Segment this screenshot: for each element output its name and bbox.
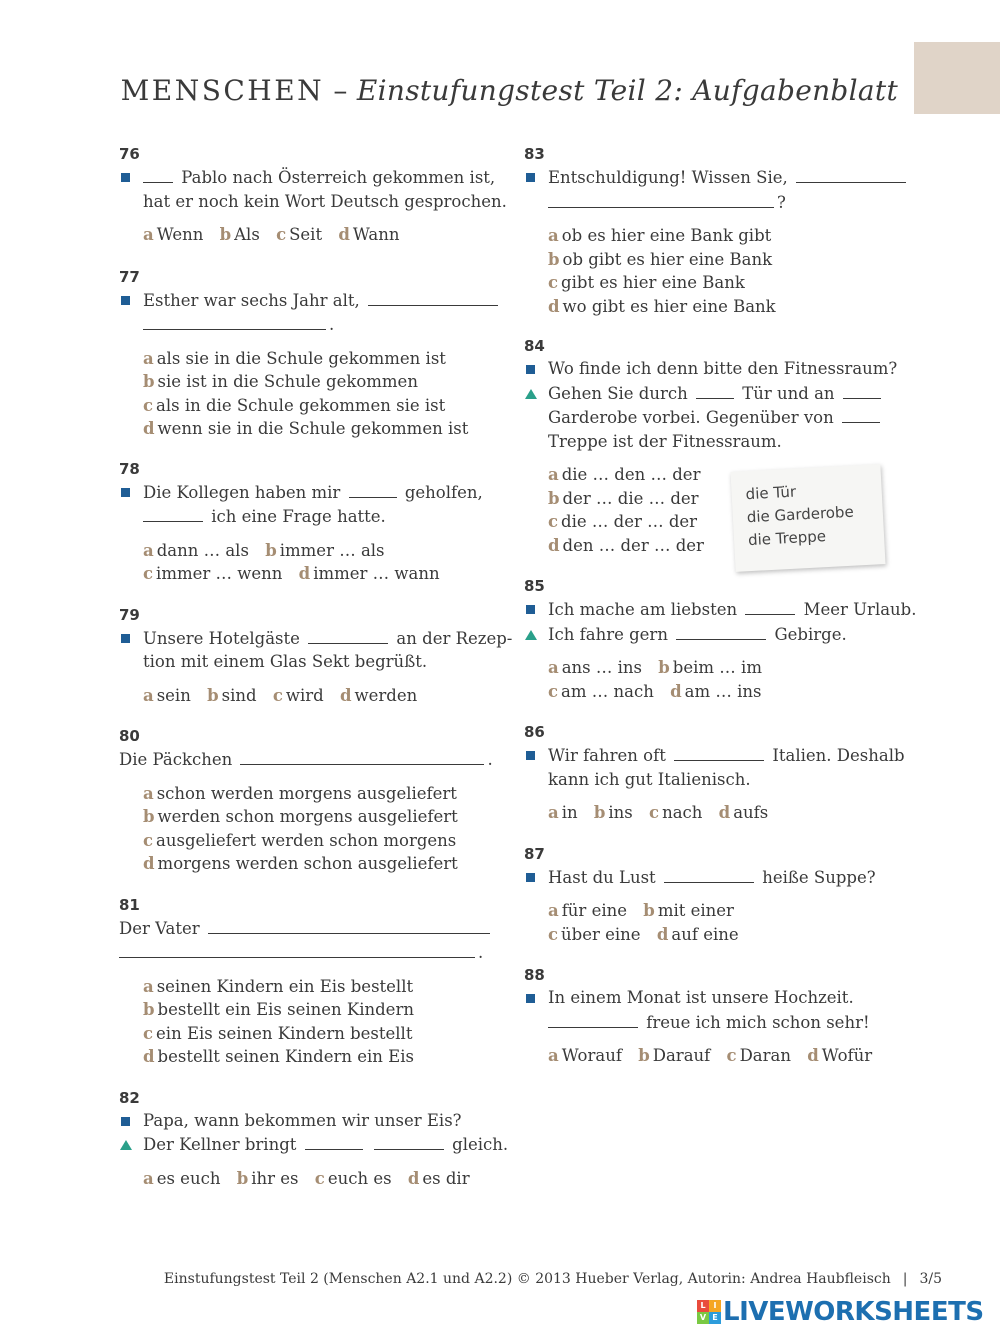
task-76: [119, 143, 507, 247]
option-letter: d: [143, 854, 155, 873]
option-letter: b: [219, 225, 232, 244]
option-a[interactable]: als sie in die Schule gekommen ist: [156, 348, 446, 368]
square-bullet-icon: [121, 634, 130, 643]
option-letter: d: [407, 1168, 420, 1188]
triangle-bullet-icon: [525, 630, 537, 640]
footer: [164, 1271, 942, 1287]
option-c[interactable]: die … der … der: [561, 512, 698, 531]
square-bullet-icon: [121, 173, 130, 182]
option-c[interactable]: am … nach: [561, 681, 654, 701]
punctuation: .: [329, 315, 335, 334]
page-number: 3/5: [919, 1271, 942, 1287]
task-text: an der Rezep-: [396, 628, 513, 648]
answer-blank[interactable]: [305, 1132, 363, 1150]
answer-blank[interactable]: [143, 312, 326, 330]
task-line: [119, 1109, 504, 1133]
task-number: 78: [119, 459, 140, 478]
option-letter: c: [649, 803, 660, 822]
option-a[interactable]: Worauf: [561, 1046, 622, 1065]
note-line: die Tür: [745, 482, 797, 504]
option-letter: a: [548, 226, 559, 245]
option-row: [524, 248, 909, 272]
task-text: Entschuldigung! Wissen Sie,: [548, 168, 788, 187]
task-line: [524, 430, 909, 454]
task-number: 86: [524, 723, 545, 741]
option-d[interactable]: aufs: [733, 803, 769, 822]
option-row: [119, 347, 504, 371]
answer-blank[interactable]: [349, 480, 397, 498]
liveworksheets-logo[interactable]: [697, 1297, 984, 1327]
option-row: [119, 394, 504, 418]
option-row: [119, 1167, 504, 1191]
option-row: [524, 1044, 909, 1068]
option-row: [119, 1022, 504, 1046]
option-a[interactable]: in: [561, 803, 578, 822]
task-81: [119, 894, 504, 1069]
footer-separator: |: [902, 1271, 908, 1287]
option-a[interactable]: schon werden morgens ausgeliefert: [156, 783, 457, 803]
task-text: Italien. Deshalb: [772, 746, 905, 765]
task-line: [119, 1132, 509, 1157]
option-b[interactable]: der … die … der: [562, 488, 699, 508]
answer-blank[interactable]: [676, 622, 766, 640]
answer-blank[interactable]: [674, 743, 764, 761]
option-row: [119, 539, 504, 563]
answer-blank[interactable]: [548, 1010, 638, 1028]
option-c[interactable]: ein Eis seinen Kindern bestellt: [156, 1023, 413, 1043]
task-line: [524, 405, 909, 430]
option-d[interactable]: bestellt seinen Kindern ein Eis: [157, 1047, 414, 1066]
task-line: [119, 190, 507, 214]
option-letter: c: [548, 512, 559, 531]
option-b[interactable]: werden schon morgens ausgeliefert: [157, 807, 458, 826]
task-text: Wir fahren oft: [548, 746, 666, 765]
right-column: [524, 143, 917, 1068]
hint-note: [730, 464, 885, 572]
option-letter: d: [718, 803, 731, 822]
option-row: [119, 805, 504, 829]
option-d[interactable]: immer … wann: [313, 564, 440, 583]
option-letter: a: [143, 976, 154, 996]
task-text: Der Vater: [119, 918, 200, 938]
option-letter: d: [298, 564, 311, 583]
option-a[interactable]: sein: [156, 685, 191, 705]
answer-blank[interactable]: [143, 165, 173, 183]
brand-name: LIVEWORKSHEETS: [723, 1297, 984, 1327]
option-d[interactable]: Wann: [352, 225, 400, 244]
task-line: [524, 381, 909, 406]
answer-blank[interactable]: [119, 940, 475, 958]
option-b[interactable]: immer … als: [279, 540, 385, 560]
task-line: [119, 940, 504, 965]
task-78: [119, 458, 504, 586]
task-line: [524, 622, 909, 647]
square-bullet-icon: [121, 1117, 130, 1126]
option-letter: c: [314, 1168, 325, 1188]
option-b[interactable]: ob gibt es hier eine Bank: [562, 249, 773, 269]
option-c[interactable]: über eine: [561, 924, 641, 944]
answer-blank[interactable]: [368, 288, 498, 306]
option-c[interactable]: euch es: [327, 1168, 392, 1188]
logo-tile: L: [697, 1300, 709, 1312]
task-line: [119, 312, 504, 337]
option-c[interactable]: ausgeliefert werden schon morgens: [156, 830, 457, 850]
task-line: [119, 504, 504, 529]
option-letter: b: [265, 540, 277, 560]
option-b[interactable]: Darauf: [652, 1046, 711, 1065]
answer-blank[interactable]: [664, 865, 754, 883]
option-letter: c: [143, 830, 154, 850]
option-letter: a: [143, 685, 154, 705]
option-letter: a: [143, 783, 154, 803]
option-c[interactable]: gibt es hier eine Bank: [561, 273, 745, 292]
option-a[interactable]: die … den … der: [561, 465, 701, 484]
options: [524, 801, 909, 825]
task-text: geholfen,: [404, 482, 483, 502]
option-letter: c: [548, 924, 559, 944]
square-bullet-icon: [526, 994, 535, 1003]
option-b[interactable]: mit einer: [657, 901, 734, 920]
option-b[interactable]: ins: [608, 803, 633, 822]
answer-blank[interactable]: [548, 190, 774, 208]
task-text: heiße Suppe?: [762, 867, 876, 887]
task-text: Treppe ist der Fitnessraum.: [548, 431, 782, 451]
task-text: Die Päckchen: [119, 750, 233, 769]
task-text: Ich fahre gern: [548, 624, 668, 644]
option-letter: b: [143, 807, 155, 826]
task-number: 81: [119, 895, 140, 914]
option-letter: d: [807, 1046, 819, 1065]
task-line: [119, 916, 504, 941]
option-row: [119, 829, 504, 853]
task-number: 79: [119, 605, 140, 624]
option-row: [524, 923, 909, 947]
options: [119, 684, 504, 708]
answer-blank[interactable]: [745, 597, 795, 615]
task-line: [119, 747, 504, 772]
answer-blank[interactable]: [696, 381, 734, 399]
task-85: [524, 575, 917, 703]
task-text: Tür und an: [742, 383, 835, 403]
option-row: [119, 223, 504, 247]
title-sub: Einstufungstest Teil 2: Aufgabenblatt: [356, 74, 898, 107]
task-number: 77: [119, 267, 140, 286]
option-letter: d: [338, 225, 350, 244]
task-83: [524, 143, 909, 318]
task-number: 80: [119, 727, 140, 745]
square-bullet-icon: [526, 173, 535, 182]
task-line: [524, 165, 909, 190]
option-letter: b: [143, 1000, 155, 1019]
option-row: [119, 975, 504, 999]
options: [524, 899, 909, 946]
option-letter: a: [548, 803, 559, 822]
punctuation: ?: [777, 192, 786, 212]
option-b[interactable]: sind: [221, 685, 257, 705]
task-text: Unsere Hotelgäste: [143, 628, 300, 648]
option-b[interactable]: Als: [234, 225, 260, 244]
option-letter: d: [670, 681, 682, 701]
option-row: [524, 295, 909, 319]
punctuation: .: [487, 750, 493, 769]
task-line: [119, 626, 513, 651]
option-letter: c: [143, 1023, 154, 1043]
option-a[interactable]: dann … als: [156, 540, 249, 560]
answer-blank[interactable]: [208, 916, 490, 934]
task-number: 88: [524, 966, 545, 984]
option-row: [524, 271, 909, 295]
option-letter: d: [143, 419, 155, 438]
option-letter: a: [548, 465, 559, 484]
option-letter: a: [143, 1168, 154, 1188]
option-c[interactable]: immer … wenn: [156, 564, 283, 583]
task-text: Der Kellner bringt: [143, 1135, 297, 1154]
option-letter: d: [548, 535, 560, 555]
option-row: [119, 562, 504, 586]
option-letter: d: [143, 1047, 155, 1066]
title-dash: –: [324, 74, 357, 107]
footer-text: Einstufungstest Teil 2 (Menschen A2.1 und A2.2) © 2013 Hueber Verlag, Autorin: Andrea Haubfleisch: [163, 1271, 891, 1287]
note-line: die Treppe: [747, 527, 827, 550]
option-b[interactable]: ihr es: [251, 1168, 299, 1188]
option-row: [119, 782, 504, 806]
task-text: Hast du Lust: [548, 867, 656, 887]
square-bullet-icon: [121, 488, 130, 497]
option-row: [119, 1045, 504, 1069]
square-bullet-icon: [526, 605, 535, 614]
option-d[interactable]: am … ins: [684, 681, 762, 701]
task-line: [524, 986, 909, 1010]
option-letter: d: [656, 924, 669, 944]
task-82: [119, 1087, 509, 1191]
option-letter: a: [143, 225, 154, 244]
option-row: [119, 998, 504, 1022]
option-letter: a: [143, 540, 154, 560]
option-d[interactable]: auf eine: [671, 924, 739, 944]
option-c[interactable]: als in die Schule gekommen sie ist: [156, 395, 446, 415]
task-number: 85: [524, 577, 545, 595]
task-77: [119, 266, 504, 441]
option-d[interactable]: werden: [354, 685, 418, 705]
option-letter: b: [638, 1046, 650, 1065]
options: [119, 1167, 504, 1191]
task-line: [524, 1010, 909, 1035]
task-text: hat er noch kein Wort Deutsch gesprochen.: [143, 191, 507, 211]
option-b[interactable]: sie ist in die Schule gekommen: [157, 372, 418, 391]
task-text: freue ich mich schon sehr!: [646, 1012, 870, 1032]
task-line: [119, 650, 504, 674]
option-d[interactable]: den … der … der: [562, 535, 704, 555]
task-text: kann ich gut Italienisch.: [548, 769, 751, 789]
option-row: [524, 801, 909, 825]
option-letter: b: [236, 1168, 249, 1188]
task-text: Pablo nach Österreich gekommen ist,: [181, 168, 496, 187]
task-line: [119, 288, 504, 313]
answer-blank[interactable]: [374, 1132, 444, 1150]
option-letter: b: [207, 685, 219, 705]
title-main: MENSCHEN: [120, 74, 325, 107]
options: [119, 975, 504, 1069]
task-line: [119, 165, 504, 190]
option-row: [524, 224, 909, 248]
task-number: 82: [119, 1088, 140, 1107]
option-letter: a: [548, 1046, 559, 1065]
option-c[interactable]: Seit: [289, 225, 323, 244]
option-letter: d: [339, 685, 352, 705]
square-bullet-icon: [526, 751, 535, 760]
task-text: Die Kollegen haben mir: [143, 482, 341, 502]
corner-tab: [914, 42, 1000, 114]
task-line: [524, 190, 909, 215]
logo-tile: E: [709, 1312, 721, 1324]
option-row: [524, 680, 909, 704]
square-bullet-icon: [121, 296, 130, 305]
option-a[interactable]: ob es hier eine Bank gibt: [561, 226, 772, 245]
options: [524, 224, 909, 318]
task-text: Meer Urlaub.: [803, 600, 917, 619]
task-line: [524, 768, 909, 792]
option-row: [524, 899, 909, 923]
options: [119, 782, 504, 876]
answer-blank[interactable]: [240, 747, 484, 765]
option-c[interactable]: Daran: [739, 1046, 791, 1065]
option-letter: c: [272, 685, 283, 705]
option-d[interactable]: morgens werden schon ausgeliefert: [157, 854, 458, 873]
answer-blank[interactable]: [796, 165, 906, 183]
task-text: In einem Monat ist unsere Hochzeit.: [548, 988, 854, 1007]
option-row: [524, 656, 909, 680]
task-number: 83: [524, 145, 545, 163]
square-bullet-icon: [526, 365, 535, 374]
options: [119, 539, 504, 586]
option-letter: b: [143, 372, 155, 391]
task-88: [524, 964, 909, 1068]
punctuation: .: [478, 943, 484, 962]
option-a[interactable]: für eine: [561, 901, 628, 920]
answer-blank[interactable]: [842, 405, 880, 423]
task-line: [524, 597, 917, 622]
logo-tile: I: [709, 1300, 721, 1312]
option-row: [119, 852, 504, 876]
task-87: [524, 843, 909, 947]
option-letter: b: [548, 488, 560, 508]
option-a[interactable]: seinen Kindern ein Eis bestellt: [156, 976, 414, 996]
task-80: [119, 725, 504, 876]
option-letter: b: [548, 249, 560, 269]
task-text: ich eine Frage hatte.: [211, 507, 386, 526]
option-letter: b: [643, 901, 655, 920]
task-text: Gebirge.: [774, 624, 847, 644]
option-b[interactable]: beim … im: [672, 658, 762, 677]
task-line: [524, 865, 909, 890]
option-d[interactable]: wenn sie in die Schule gekommen ist: [157, 419, 469, 438]
task-text: Papa, wann bekommen wir unser Eis?: [143, 1110, 462, 1130]
option-a[interactable]: Wenn: [156, 225, 204, 244]
option-letter: c: [548, 273, 559, 292]
option-c[interactable]: wird: [285, 685, 324, 705]
task-text: tion mit einem Glas Sekt begrüßt.: [143, 652, 428, 671]
task-text: Esther war sechs Jahr alt,: [143, 290, 360, 310]
option-letter: c: [276, 225, 287, 244]
option-letter: b: [593, 803, 606, 822]
task-text: Ich mache am liebsten: [548, 600, 738, 619]
brand-logo-icon: [697, 1300, 721, 1324]
options: [524, 656, 909, 703]
option-b[interactable]: bestellt ein Eis seinen Kindern: [157, 1000, 414, 1019]
option-letter: c: [548, 681, 559, 701]
option-letter: b: [658, 658, 670, 677]
options: [524, 1044, 909, 1068]
option-letter: a: [548, 901, 559, 920]
options: [119, 347, 504, 441]
options: [119, 223, 504, 247]
option-c[interactable]: nach: [662, 803, 703, 822]
task-line: [524, 357, 909, 381]
option-letter: c: [143, 395, 154, 415]
task-number: 76: [119, 145, 140, 163]
left-column: [119, 143, 513, 1190]
task-line: [119, 480, 504, 505]
square-bullet-icon: [526, 873, 535, 882]
task-86: [524, 721, 909, 825]
task-line: [524, 743, 909, 768]
option-row: [119, 417, 504, 441]
task-text: gleich.: [452, 1135, 509, 1154]
option-a[interactable]: ans … ins: [561, 658, 642, 677]
task-text: Gehen Sie durch: [548, 383, 688, 403]
option-row: [119, 370, 504, 394]
option-letter: d: [548, 296, 560, 316]
logo-tile: V: [697, 1312, 709, 1324]
option-d[interactable]: Wofür: [821, 1046, 873, 1065]
page-title: [121, 74, 898, 107]
triangle-bullet-icon: [120, 1140, 132, 1150]
answer-blank[interactable]: [308, 626, 388, 644]
task-text: Garderobe vorbei. Gegenüber von: [548, 408, 834, 427]
task-text: Wo finde ich denn bitte den Fitnessraum?: [548, 359, 898, 378]
option-letter: c: [726, 1046, 737, 1065]
task-79: [119, 604, 513, 708]
option-letter: a: [548, 658, 559, 677]
answer-blank[interactable]: [843, 381, 881, 399]
option-letter: c: [143, 564, 154, 583]
answer-blank[interactable]: [143, 504, 203, 522]
option-d[interactable]: es dir: [422, 1168, 470, 1188]
option-a[interactable]: es euch: [156, 1168, 221, 1188]
note-line: die Garderobe: [746, 502, 855, 527]
option-row: [119, 684, 504, 708]
task-number: 87: [524, 844, 545, 863]
triangle-bullet-icon: [525, 389, 537, 399]
option-letter: a: [143, 348, 154, 368]
option-d[interactable]: wo gibt es hier eine Bank: [562, 296, 776, 316]
task-number: 84: [524, 337, 545, 355]
